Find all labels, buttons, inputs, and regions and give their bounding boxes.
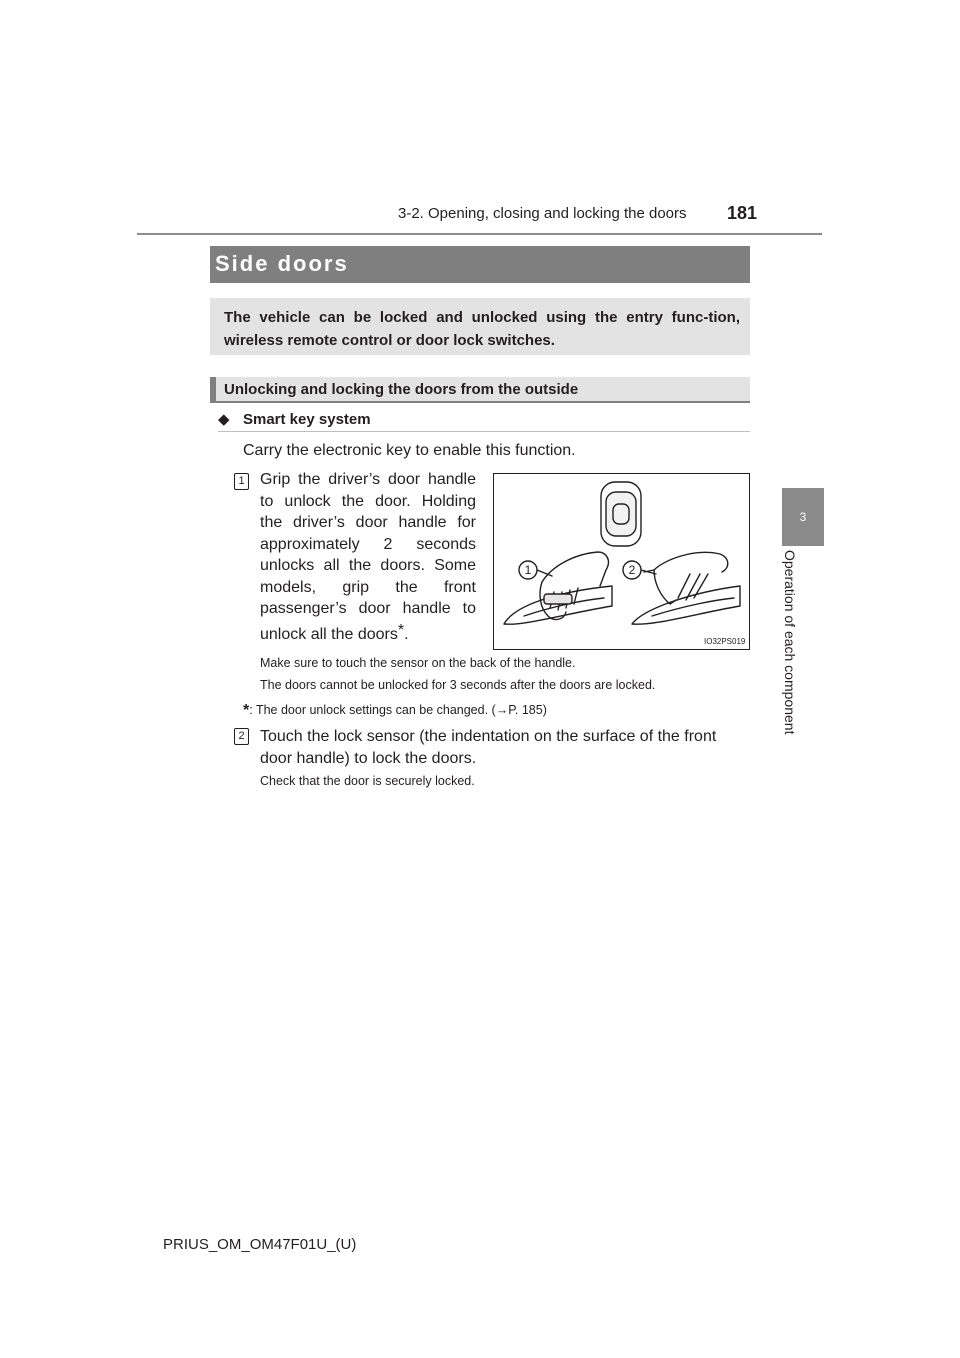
page-number: 181 (727, 203, 758, 223)
step-2-text: Touch the lock sensor (the indentation on the surface of the front door handle) to lock the doors. (260, 728, 717, 767)
diamond-icon: ◆ (218, 411, 230, 428)
heading-rule (218, 431, 750, 432)
step-1-text (260, 469, 476, 645)
key-fob-icon (601, 482, 641, 546)
carry-text: Carry the electronic key to enable this function. (243, 442, 576, 459)
illustration-svg (494, 474, 749, 649)
note-unlock-delay: The doors cannot be unlocked for 3 seconds after the doors are locked. (260, 678, 656, 692)
asterisk-mark: * (397, 621, 405, 639)
door-handle-illustration (493, 473, 750, 650)
section-title: 3-2. Opening, closing and locking the doors (398, 205, 687, 222)
note-sensor: Make sure to touch the sensor on the back of the handle. (260, 656, 576, 670)
step-1-period: . (404, 625, 409, 643)
header-rule (137, 233, 822, 235)
step-1-body: Grip the driver’s door handle to unlock the door. Holding the driver’s door handle for approximately 2 seconds unlocks all the doors. Some models, grip the front passenger’s door handle to unlock all the doors (260, 471, 476, 643)
smart-key-heading: Smart key system (243, 411, 371, 428)
note-check-locked: Check that the door is securely locked. (260, 774, 475, 788)
subsection-rule (210, 401, 750, 403)
intro-text: The vehicle can be locked and unlocked using the entry func-tion, wireless remote control or door lock switches. (224, 309, 740, 349)
figure-code: IO32PS019 (704, 637, 746, 646)
callout-1: 1 (524, 563, 532, 577)
document-code: PRIUS_OM_OM47F01U_(U) (163, 1236, 357, 1253)
left-door-handle-icon (504, 552, 612, 624)
footnote-asterisk: * (243, 702, 250, 719)
chapter-title: Operation of each component (782, 550, 798, 735)
callout-2: 2 (628, 563, 636, 577)
subsection-marker (210, 377, 216, 401)
footnote (243, 702, 547, 720)
chapter-tab: 3 (782, 488, 824, 546)
right-door-handle-icon (632, 552, 740, 624)
footnote-text: : The door unlock settings can be changed. (→P. 185) (249, 703, 547, 717)
step-2-badge: 2 (234, 728, 249, 745)
page-title: Side doors (215, 251, 349, 276)
subsection-heading: Unlocking and locking the doors from the outside (224, 381, 579, 398)
step-1-badge: 1 (234, 473, 249, 490)
